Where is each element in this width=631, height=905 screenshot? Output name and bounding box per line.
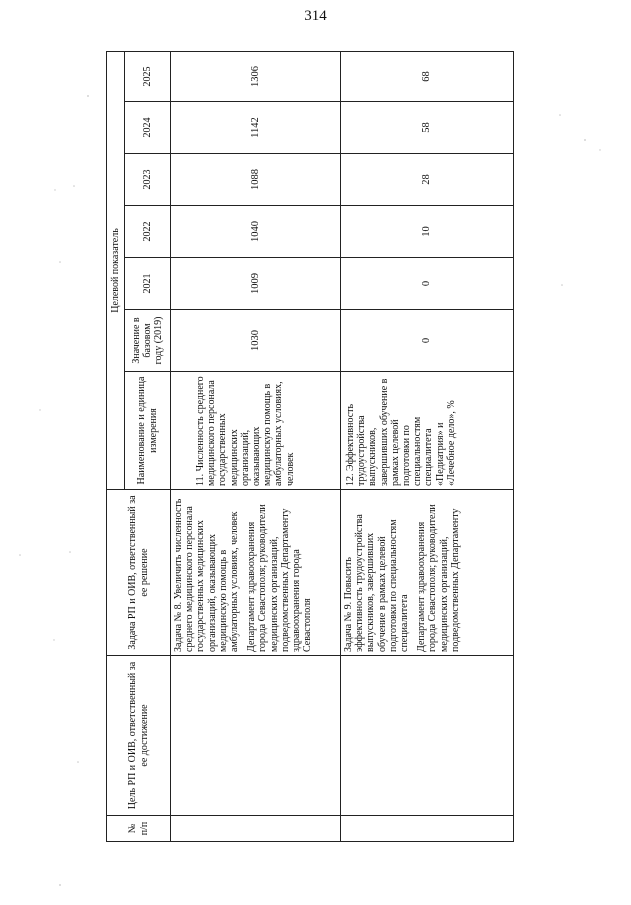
row-goal [171, 656, 341, 816]
row-base-value: 0 [341, 310, 514, 372]
page-number: 314 [304, 8, 327, 24]
row-value-2022: 1040 [171, 206, 341, 258]
header-goal: Цель РП и ОИВ, ответственный за ее достижение [107, 656, 171, 816]
task-responsible: Департамент здравоохранения города Севастополя; руководители медицинских организаций, подведомственных Департаменту здравоохранения города Севастополя [246, 504, 314, 652]
task-title: Задача № 9. Повысить эффективность трудоустройства выпускников, завершивших обучение в рамках целевой подготовки по специальностям специалитета [343, 514, 410, 652]
row-value-2021: 0 [341, 258, 514, 310]
task-responsible: Департамент здравоохранения города Севастополя; руководители медицинских организаций, подведомственных Департаменту [416, 504, 461, 652]
row-value-2025: 68 [341, 51, 514, 101]
rotated-table [106, 52, 513, 842]
row-value-2025: 1306 [171, 51, 341, 101]
header-year-2023: 2023 [125, 154, 171, 206]
header-year-2021: 2021 [125, 258, 171, 310]
header-year-2024: 2024 [125, 102, 171, 154]
row-indicator: 11. Численность среднего медицинского персонала государственных медицинских организаций, оказывающих медицинскую помощь в амбулаторных условиях, человек [171, 372, 341, 490]
row-task [341, 490, 514, 656]
row-value-2024: 1142 [171, 102, 341, 154]
header-indicator-name: Наименование и единица измерения [125, 372, 171, 490]
row-num [341, 816, 514, 842]
header-year-2022: 2022 [125, 206, 171, 258]
row-indicator: 12. Эффективность трудоустройства выпускников, завершивших обучение в рамках целевой подготовки по специальностям специалитета «Педиатрия» и «Лечебное дело», % [341, 372, 514, 490]
header-target-group: Целевой показатель [107, 51, 125, 489]
row-value-2023: 1088 [171, 154, 341, 206]
row-num [171, 816, 341, 842]
table-row [171, 51, 341, 841]
table-row [341, 51, 514, 841]
header-base-value: Значение в базовом году (2019) [125, 310, 171, 372]
task-title: Задача № 8. Увеличить численность среднего медицинского персонала государственных медицинских организаций, оказывающих медицинскую помощь в амбулаторных условиях, человек [173, 498, 240, 652]
header-num: № п/п [107, 816, 171, 842]
row-base-value: 1030 [171, 310, 341, 372]
row-value-2021: 1009 [171, 258, 341, 310]
header-year-2025: 2025 [125, 51, 171, 101]
header-task: Задача РП и ОИВ, ответственный за ее решение [107, 490, 171, 656]
indicators-table [106, 51, 514, 842]
row-task [171, 490, 341, 656]
row-goal [341, 656, 514, 816]
row-value-2024: 58 [341, 102, 514, 154]
row-value-2022: 10 [341, 206, 514, 258]
rotated-table-frame [106, 52, 513, 842]
row-value-2023: 28 [341, 154, 514, 206]
